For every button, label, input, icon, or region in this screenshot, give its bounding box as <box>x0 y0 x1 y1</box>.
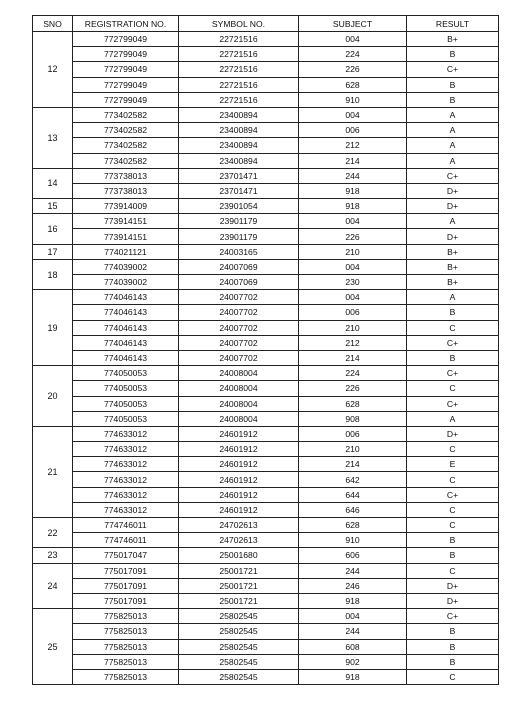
symbol-no-cell: 24007702 <box>179 350 299 365</box>
subject-cell: 246 <box>299 578 407 593</box>
symbol-no-cell: 23901179 <box>179 229 299 244</box>
symbol-no-cell: 24601912 <box>179 502 299 517</box>
registration-no-cell: 775017091 <box>73 578 179 593</box>
registration-no-cell: 774633012 <box>73 457 179 472</box>
subject-cell: 214 <box>299 457 407 472</box>
subject-cell: 224 <box>299 47 407 62</box>
table-row <box>33 153 499 168</box>
table-header <box>33 16 499 32</box>
result-cell: C+ <box>407 609 499 624</box>
symbol-no-cell: 24601912 <box>179 426 299 441</box>
subject-cell: 608 <box>299 639 407 654</box>
sno-cell: 25 <box>33 609 73 685</box>
table-row <box>33 396 499 411</box>
symbol-no-cell: 24702613 <box>179 518 299 533</box>
subject-cell: 226 <box>299 229 407 244</box>
registration-no-cell: 774050053 <box>73 366 179 381</box>
symbol-no-cell: 23901179 <box>179 214 299 229</box>
table-row <box>33 320 499 335</box>
result-cell: B <box>407 548 499 563</box>
symbol-no-cell: 23400894 <box>179 138 299 153</box>
registration-no-cell: 774021121 <box>73 244 179 259</box>
result-cell: B <box>407 533 499 548</box>
table-row <box>33 77 499 92</box>
subject-cell: 628 <box>299 396 407 411</box>
symbol-no-cell: 24007702 <box>179 335 299 350</box>
symbol-no-cell: 23400894 <box>179 123 299 138</box>
table-row <box>33 472 499 487</box>
table-row <box>33 639 499 654</box>
registration-no-cell: 773914151 <box>73 229 179 244</box>
registration-no-cell: 774746011 <box>73 533 179 548</box>
symbol-no-cell: 25802545 <box>179 654 299 669</box>
registration-no-cell: 774046143 <box>73 320 179 335</box>
symbol-no-cell: 23400894 <box>179 153 299 168</box>
table-row <box>33 229 499 244</box>
subject-cell: 004 <box>299 107 407 122</box>
symbol-no-cell: 22721516 <box>179 92 299 107</box>
result-cell: B <box>407 639 499 654</box>
registration-no-cell: 774050053 <box>73 411 179 426</box>
table-row <box>33 548 499 563</box>
table-row <box>33 107 499 122</box>
registration-no-cell: 775017091 <box>73 593 179 608</box>
subject-cell: 226 <box>299 381 407 396</box>
registration-no-cell: 775825013 <box>73 609 179 624</box>
result-cell: B <box>407 92 499 107</box>
result-cell: C <box>407 472 499 487</box>
symbol-no-cell: 25802545 <box>179 624 299 639</box>
result-cell: B <box>407 305 499 320</box>
symbol-no-cell: 25001680 <box>179 548 299 563</box>
result-cell: E <box>407 457 499 472</box>
table-row <box>33 305 499 320</box>
subject-cell: 244 <box>299 168 407 183</box>
subject-cell: 628 <box>299 77 407 92</box>
subject-cell: 244 <box>299 563 407 578</box>
table-row <box>33 123 499 138</box>
sno-cell: 20 <box>33 366 73 427</box>
registration-no-cell: 774633012 <box>73 426 179 441</box>
symbol-no-cell: 24003165 <box>179 244 299 259</box>
table-row <box>33 487 499 502</box>
registration-no-cell: 774746011 <box>73 518 179 533</box>
subject-cell: 006 <box>299 123 407 138</box>
symbol-no-cell: 24601912 <box>179 487 299 502</box>
subject-cell: 004 <box>299 609 407 624</box>
result-cell: D+ <box>407 578 499 593</box>
symbol-no-cell: 24702613 <box>179 533 299 548</box>
subject-cell: 004 <box>299 259 407 274</box>
table-row <box>33 92 499 107</box>
registration-no-cell: 774633012 <box>73 472 179 487</box>
subject-cell: 910 <box>299 533 407 548</box>
registration-no-cell: 773402582 <box>73 123 179 138</box>
subject-cell: 918 <box>299 199 407 214</box>
result-cell: D+ <box>407 183 499 198</box>
subject-cell: 210 <box>299 244 407 259</box>
subject-cell: 214 <box>299 153 407 168</box>
result-cell: B <box>407 77 499 92</box>
registration-no-cell: 772799049 <box>73 77 179 92</box>
symbol-no-cell: 24601912 <box>179 457 299 472</box>
table-row <box>33 168 499 183</box>
table-body <box>33 32 499 685</box>
result-cell: B+ <box>407 259 499 274</box>
symbol-no-cell: 25001721 <box>179 563 299 578</box>
table-row <box>33 518 499 533</box>
symbol-no-cell: 25802545 <box>179 609 299 624</box>
table-row <box>33 578 499 593</box>
registration-no-cell: 774039002 <box>73 275 179 290</box>
registration-no-cell: 773914009 <box>73 199 179 214</box>
table-row <box>33 275 499 290</box>
subject-cell: 210 <box>299 442 407 457</box>
registration-no-cell: 773738013 <box>73 168 179 183</box>
table-row <box>33 654 499 669</box>
sno-cell: 21 <box>33 426 73 517</box>
result-cell: C <box>407 381 499 396</box>
table-row <box>33 199 499 214</box>
symbol-no-cell: 25001721 <box>179 578 299 593</box>
subject-cell: 226 <box>299 62 407 77</box>
header-subject: SUBJECT <box>299 16 407 32</box>
subject-cell: 606 <box>299 548 407 563</box>
result-cell: C <box>407 502 499 517</box>
table-row <box>33 669 499 684</box>
header-symbol-no: SYMBOL NO. <box>179 16 299 32</box>
registration-no-cell: 774039002 <box>73 259 179 274</box>
result-cell: B <box>407 47 499 62</box>
registration-no-cell: 773402582 <box>73 107 179 122</box>
table-row <box>33 244 499 259</box>
result-cell: B <box>407 654 499 669</box>
registration-no-cell: 775017091 <box>73 563 179 578</box>
table-row <box>33 259 499 274</box>
registration-no-cell: 774046143 <box>73 305 179 320</box>
subject-cell: 902 <box>299 654 407 669</box>
symbol-no-cell: 24601912 <box>179 442 299 457</box>
table-row <box>33 426 499 441</box>
symbol-no-cell: 24007702 <box>179 305 299 320</box>
registration-no-cell: 774633012 <box>73 442 179 457</box>
sno-cell: 15 <box>33 199 73 214</box>
header-row <box>33 16 499 32</box>
result-cell: C <box>407 518 499 533</box>
sno-cell: 23 <box>33 548 73 563</box>
registration-no-cell: 773402582 <box>73 153 179 168</box>
result-cell: D+ <box>407 199 499 214</box>
symbol-no-cell: 24007702 <box>179 290 299 305</box>
sno-cell: 13 <box>33 107 73 168</box>
result-cell: A <box>407 411 499 426</box>
result-cell: C+ <box>407 335 499 350</box>
symbol-no-cell: 25802545 <box>179 639 299 654</box>
table-row <box>33 502 499 517</box>
subject-cell: 214 <box>299 350 407 365</box>
subject-cell: 910 <box>299 92 407 107</box>
symbol-no-cell: 22721516 <box>179 77 299 92</box>
subject-cell: 908 <box>299 411 407 426</box>
result-cell: C <box>407 563 499 578</box>
table-row <box>33 563 499 578</box>
symbol-no-cell: 24008004 <box>179 396 299 411</box>
symbol-no-cell: 24601912 <box>179 472 299 487</box>
symbol-no-cell: 24007069 <box>179 275 299 290</box>
symbol-no-cell: 24008004 <box>179 381 299 396</box>
symbol-no-cell: 25802545 <box>179 669 299 684</box>
subject-cell: 210 <box>299 320 407 335</box>
sno-cell: 16 <box>33 214 73 244</box>
result-cell: D+ <box>407 229 499 244</box>
registration-no-cell: 772799049 <box>73 47 179 62</box>
result-cell: D+ <box>407 593 499 608</box>
subject-cell: 918 <box>299 669 407 684</box>
sno-cell: 19 <box>33 290 73 366</box>
result-cell: B <box>407 624 499 639</box>
table-row <box>33 593 499 608</box>
sno-cell: 17 <box>33 244 73 259</box>
subject-cell: 646 <box>299 502 407 517</box>
subject-cell: 212 <box>299 335 407 350</box>
result-cell: C <box>407 320 499 335</box>
symbol-no-cell: 24007069 <box>179 259 299 274</box>
subject-cell: 644 <box>299 487 407 502</box>
table-row <box>33 335 499 350</box>
result-cell: D+ <box>407 426 499 441</box>
registration-no-cell: 774050053 <box>73 381 179 396</box>
registration-no-cell: 774633012 <box>73 502 179 517</box>
result-cell: A <box>407 138 499 153</box>
result-cell: B+ <box>407 32 499 47</box>
symbol-no-cell: 25001721 <box>179 593 299 608</box>
subject-cell: 628 <box>299 518 407 533</box>
result-cell: C <box>407 442 499 457</box>
symbol-no-cell: 22721516 <box>179 32 299 47</box>
registration-no-cell: 772799049 <box>73 62 179 77</box>
subject-cell: 004 <box>299 32 407 47</box>
result-cell: B+ <box>407 244 499 259</box>
sno-cell: 14 <box>33 168 73 198</box>
registration-no-cell: 775825013 <box>73 624 179 639</box>
subject-cell: 918 <box>299 593 407 608</box>
table-row <box>33 290 499 305</box>
registration-no-cell: 773738013 <box>73 183 179 198</box>
result-cell: C+ <box>407 168 499 183</box>
registration-no-cell: 774046143 <box>73 335 179 350</box>
result-cell: C <box>407 669 499 684</box>
result-cell: A <box>407 290 499 305</box>
registration-no-cell: 772799049 <box>73 32 179 47</box>
subject-cell: 212 <box>299 138 407 153</box>
table-row <box>33 442 499 457</box>
table-row <box>33 411 499 426</box>
table-row <box>33 350 499 365</box>
subject-cell: 006 <box>299 305 407 320</box>
result-cell: A <box>407 123 499 138</box>
subject-cell: 244 <box>299 624 407 639</box>
table-row <box>33 381 499 396</box>
registration-no-cell: 775825013 <box>73 669 179 684</box>
symbol-no-cell: 24008004 <box>179 411 299 426</box>
symbol-no-cell: 22721516 <box>179 62 299 77</box>
symbol-no-cell: 24007702 <box>179 320 299 335</box>
table-row <box>33 457 499 472</box>
registration-no-cell: 774050053 <box>73 396 179 411</box>
subject-cell: 004 <box>299 290 407 305</box>
result-cell: B+ <box>407 275 499 290</box>
registration-no-cell: 774046143 <box>73 290 179 305</box>
results-sheet <box>32 15 498 685</box>
table-row <box>33 183 499 198</box>
registration-no-cell: 774046143 <box>73 350 179 365</box>
result-cell: C+ <box>407 366 499 381</box>
symbol-no-cell: 23400894 <box>179 107 299 122</box>
result-cell: A <box>407 153 499 168</box>
registration-no-cell: 775825013 <box>73 639 179 654</box>
sno-cell: 22 <box>33 518 73 548</box>
symbol-no-cell: 23701471 <box>179 168 299 183</box>
subject-cell: 006 <box>299 426 407 441</box>
table-row <box>33 32 499 47</box>
subject-cell: 230 <box>299 275 407 290</box>
table-row <box>33 366 499 381</box>
header-registration-no: REGISTRATION NO. <box>73 16 179 32</box>
symbol-no-cell: 23701471 <box>179 183 299 198</box>
subject-cell: 004 <box>299 214 407 229</box>
registration-no-cell: 775825013 <box>73 654 179 669</box>
subject-cell: 642 <box>299 472 407 487</box>
result-cell: B <box>407 350 499 365</box>
symbol-no-cell: 24008004 <box>179 366 299 381</box>
sno-cell: 24 <box>33 563 73 609</box>
sno-cell: 12 <box>33 32 73 108</box>
registration-no-cell: 773914151 <box>73 214 179 229</box>
symbol-no-cell: 23901054 <box>179 199 299 214</box>
table-row <box>33 214 499 229</box>
sno-cell: 18 <box>33 259 73 289</box>
registration-no-cell: 774633012 <box>73 487 179 502</box>
result-cell: C+ <box>407 396 499 411</box>
header-result: RESULT <box>407 16 499 32</box>
registration-no-cell: 772799049 <box>73 92 179 107</box>
table-row <box>33 47 499 62</box>
header-sno: SNO <box>33 16 73 32</box>
table-row <box>33 138 499 153</box>
table-row <box>33 624 499 639</box>
result-cell: C+ <box>407 487 499 502</box>
subject-cell: 918 <box>299 183 407 198</box>
symbol-no-cell: 22721516 <box>179 47 299 62</box>
subject-cell: 224 <box>299 366 407 381</box>
table-row <box>33 609 499 624</box>
registration-no-cell: 775017047 <box>73 548 179 563</box>
result-cell: A <box>407 214 499 229</box>
result-cell: A <box>407 107 499 122</box>
registration-no-cell: 773402582 <box>73 138 179 153</box>
result-cell: C+ <box>407 62 499 77</box>
table-row <box>33 62 499 77</box>
table-row <box>33 533 499 548</box>
results-table <box>32 15 499 685</box>
